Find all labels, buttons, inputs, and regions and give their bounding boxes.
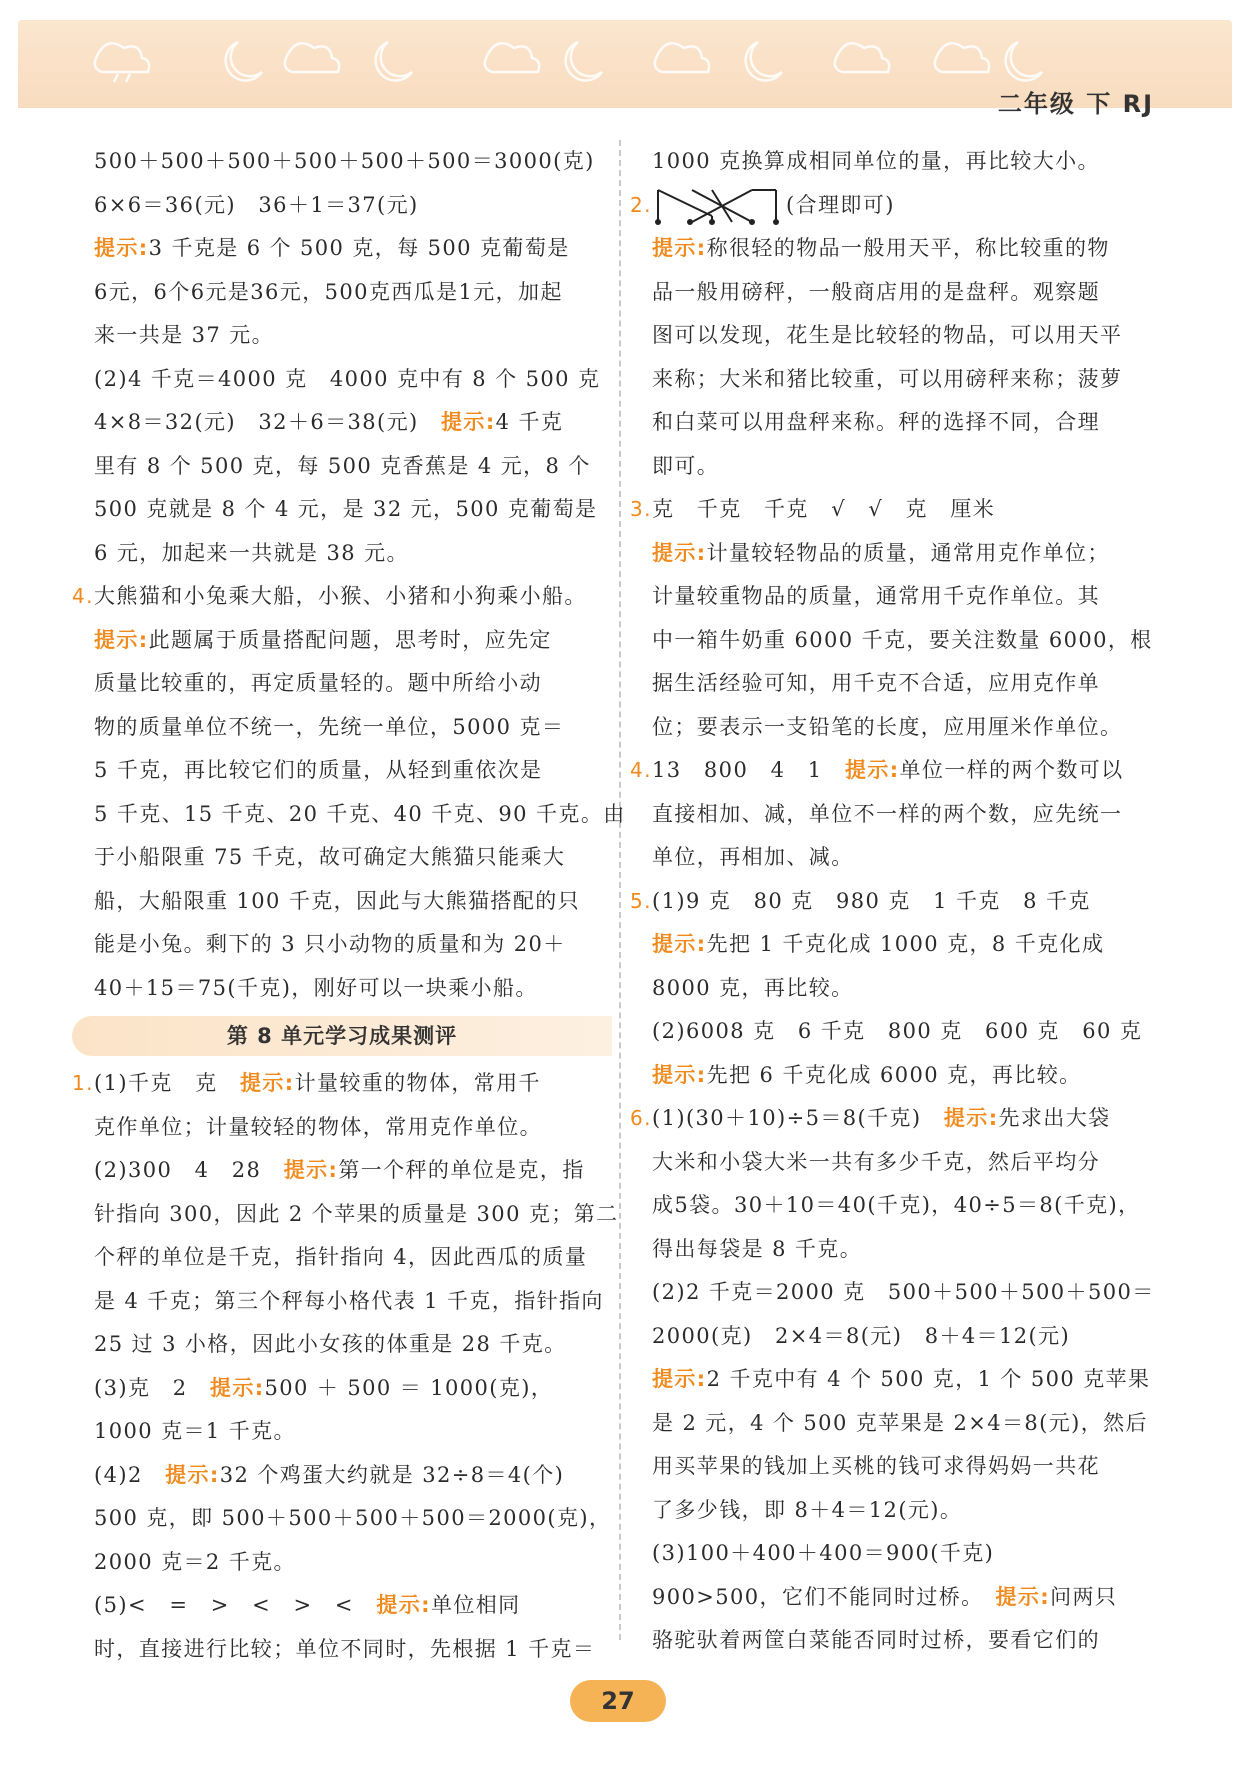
hint-label: 提示: [376,1593,431,1617]
text-line [72,1106,612,1150]
line-text: (4)2 [94,1462,166,1487]
hint-label: 提示: [283,1158,339,1182]
line-text: 计量较重物品的质量，通常用千克作单位。其 [652,584,1100,608]
text-line [72,749,612,793]
text-line [72,532,612,576]
text-line [72,706,612,750]
text-line [72,793,626,837]
text-line [72,1497,612,1541]
text-line [72,662,612,706]
line-text: 来称；大米和猪比较重，可以用磅秤来称；菠萝 [652,366,1123,391]
line-text: 图可以发现，花生是比较轻的物品，可以用天平 [652,323,1123,347]
matching-dot [655,219,661,225]
line-text: (1)(30＋10)÷5＝8(千克) [652,1106,944,1130]
text-line [72,488,612,532]
line-text: 称很轻的物品一般用天平，称比较重的物 [706,236,1110,260]
text-line [630,1271,1178,1315]
line-text: 500 克，即 500＋500＋500＋500＝2000(克)， [94,1506,612,1530]
line-text: 6元，6个6元是36元，500克西瓜是1元，加起 [94,279,563,304]
line-text: 大米和小袋大米一共有多少千克，然后平均分 [652,1149,1100,1174]
line-text: (1)9 克 80 克 980 克 1 千克 8 千克 [652,888,1091,913]
line-text: 是 2 元，4 个 500 克苹果是 2×4＝8(元)，然后 [652,1410,1148,1435]
line-text: 时，直接进行比较；单位不同时，先根据 1 千克＝ [94,1636,596,1661]
matching-dot [749,219,755,225]
line-text: 8000 克，再比较。 [652,975,854,1000]
text-line [630,1228,1178,1272]
line-text: 先求出大袋 [998,1106,1111,1130]
text-line [72,227,612,271]
line-text: 4×8＝32(元) 32＋6＝38(元) [94,410,442,434]
question-number: 3. [630,497,652,521]
line-text: 13 800 4 1 [652,758,845,782]
hint-label: 提示: [239,1071,295,1095]
line-text: 900>500，它们不能同时过桥。 [652,1584,996,1609]
line-text: 先把 6 千克化成 6000 克，再比较。 [706,1062,1082,1087]
text-line [630,1097,1178,1141]
line-text: 个秤的单位是千克，指针指向 4，因此西瓜的质量 [94,1245,588,1269]
text-line [630,227,1178,271]
line-text: 2 千克中有 4 个 500 克，1 个 500 克苹果 [706,1367,1151,1391]
line-text: 能是小兔。剩下的 3 只小动物的质量和为 20＋ [94,932,566,956]
text-line [630,401,1178,445]
line-text: 得出每袋是 8 千克。 [652,1236,863,1261]
text-line [72,1193,619,1237]
line-text: 先把 1 千克化成 1000 克，8 千克化成 [706,932,1105,956]
line-text: (2)300 4 28 [94,1158,284,1182]
column-divider [619,140,621,1640]
text-line [72,619,612,663]
text-line [630,706,1178,750]
text-line [630,880,1178,924]
text-line [72,1367,612,1411]
text-line [72,1280,612,1324]
question-number: 2. [630,192,652,217]
line-text: 单位相同 [430,1593,521,1617]
text-line [630,1576,1178,1620]
matching-lines-diagram [652,186,782,226]
line-text: 和白菜可以用盘秤来称。秤的选择不同，合理 [652,410,1100,434]
text-line [630,967,1178,1011]
line-text: 6×6＝36(元) 36＋1＝37(元) [94,192,419,217]
line-text: 单位一样的两个数可以 [899,758,1124,782]
line-text: (2)4 千克＝4000 克 4000 克中有 8 个 500 克 [94,366,601,391]
text-line [630,1010,1178,1054]
hint-label: 提示: [995,1584,1051,1609]
line-text: 25 过 3 小格，因此小女孩的体重是 28 千克。 [94,1332,567,1356]
line-text: 克 千克 千克 √ √ 克 厘米 [652,497,996,521]
line-text: 500 ＋ 500 ＝ 1000(克)， [264,1375,554,1400]
hint-label: 提示: [844,758,900,782]
line-text: 骆驼驮着两筐白菜能否同时过桥，要看它们的 [652,1628,1100,1652]
text-line [630,488,1178,532]
matching-line [658,190,712,216]
line-text: 位；要表示一支铅笔的长度，应用厘米作单位。 [652,714,1123,739]
text-line [630,1184,1178,1228]
text-line [630,1619,1178,1663]
line-text: 质量比较重的，再定质量轻的。题中所给小动 [94,671,542,695]
line-text: 6 元，加起来一共就是 38 元。 [94,540,409,565]
text-line [630,575,1178,619]
text-line [72,401,612,445]
text-line [72,1323,612,1367]
text-line [72,140,612,184]
text-line [630,619,1178,663]
page-header [18,20,1232,118]
line-text: 1000 克换算成相同单位的量，再比较大小。 [652,149,1100,173]
line-text: 成5袋。30＋10＝40(千克)，40÷5＝8(千克)， [652,1193,1141,1217]
line-text: 2000 克＝2 千克。 [94,1549,296,1574]
hint-label: 提示: [94,236,149,260]
hint-label: 提示: [652,932,707,956]
line-text: 4 千克 [495,410,564,434]
line-text: 里有 8 个 500 克，每 500 克香蕉是 4 元，8 个 [94,453,591,478]
line-text: 即可。 [652,453,720,478]
line-text: 5 千克、15 千克、20 千克、40 千克、90 千克。由 [94,801,626,826]
hint-label: 提示: [943,1106,999,1130]
matching-dot [687,219,693,225]
text-line [630,793,1178,837]
line-text: (3)克 2 [94,1375,210,1400]
matching-line [712,190,732,222]
line-text: 品一般用磅秤，一般商店用的是盘秤。观察题 [652,279,1100,304]
line-text: (5)< = > < > < [94,1593,377,1617]
text-line [630,1358,1178,1402]
line-text: 了多少钱，即 8＋4＝12(元)。 [652,1497,963,1522]
line-text: (3)100＋400＋400＝900(千克) [652,1541,995,1565]
line-text: 1000 克＝1 千克。 [94,1419,296,1443]
text-line [72,314,612,358]
line-text: 5 千克，再比较它们的质量，从轻到重依次是 [94,758,543,782]
text-line [630,662,1178,706]
matching-dot [773,219,779,225]
right-column [630,140,1178,1663]
hint-label: 提示: [652,236,707,260]
text-line [72,1410,612,1454]
question-number: 1. [72,1071,94,1095]
line-text: 中一箱牛奶重 6000 千克，要关注数量 6000，根 [652,627,1153,652]
line-text: (2)6008 克 6 千克 800 克 600 克 60 克 [652,1019,1143,1043]
text-line [630,749,1178,793]
text-line [72,1628,612,1672]
text-line [630,532,1178,576]
line-text: 计量较重的物体，常用千 [294,1071,541,1095]
weather-decoration-icon [58,24,1058,84]
line-text: 40＋15＝75(千克)，刚好可以一块乘小船。 [94,975,538,1000]
line-text: 2000(克) 2×4＝8(元) 8＋4＝12(元) [652,1323,1071,1348]
left-column [72,140,626,1671]
line-text: 问两只 [1050,1584,1118,1609]
text-line [72,1454,612,1498]
hint-label: 提示: [165,1462,220,1487]
section-title: 第 8 单元学习成果测评 [72,1016,612,1056]
text-line [630,1445,1178,1489]
text-line [630,1489,1178,1533]
text-line [630,445,1178,489]
text-line [630,1402,1178,1446]
text-line [72,1149,612,1193]
line-text: (1)千克 克 [94,1071,240,1095]
line-text: 是 4 千克；第三个秤每小格代表 1 千克，指针指向 [94,1288,604,1313]
line-text: 据生活经验可知，用千克不合适，应用克作单 [652,671,1100,695]
question-number: 4. [72,584,94,608]
text-line [630,1054,1178,1098]
line-text: 船，大船限重 100 千克，因此与大熊猫搭配的只 [94,888,581,913]
line-text: 3 千克是 6 个 500 克，每 500 克葡萄是 [148,236,570,260]
line-text: 32 个鸡蛋大约就是 32÷8＝4(个) [219,1462,565,1487]
text-line [72,923,612,967]
hint-label: 提示: [652,1062,707,1087]
text-line [630,1315,1178,1359]
line-text: 第一个秤的单位是克，指 [338,1158,585,1182]
line-text: 物的质量单位不统一，先统一单位，5000 克＝ [94,714,565,739]
hint-label: 提示: [94,627,149,652]
line-text: 计量较轻物品的质量，通常用克作单位； [706,540,1110,565]
question-number: 4. [630,758,652,782]
question-number: 5. [630,888,652,913]
grade-label: 二年级 下 RJ [997,90,1154,118]
hint-label: 提示: [209,1375,265,1400]
text-line [72,1584,612,1628]
matching-dot [709,219,715,225]
line-text: 克作单位；计量较轻的物体，常用克作单位。 [94,1114,542,1139]
line-text: 500＋500＋500＋500＋500＋500＝3000(克) [94,149,595,173]
hint-label: 提示: [652,1367,707,1391]
text-line [72,1236,612,1280]
text-line [630,358,1178,402]
line-text: 此题属于质量搭配问题，思考时，应先定 [148,627,552,652]
line-text: 用买苹果的钱加上买桃的钱可求得妈妈一共花 [652,1454,1100,1478]
line-text: 大熊猫和小兔乘大船，小猴、小猪和小狗乘小船。 [94,584,587,608]
line-text: (2)2 千克＝2000 克 500＋500＋500＋500＝ [652,1280,1155,1304]
text-line [72,1062,612,1106]
text-line [72,880,612,924]
text-line [630,923,1178,967]
text-line [630,314,1178,358]
text-line [630,184,1178,228]
line-text: 直接相加、减，单位不一样的两个数，应先统一 [652,801,1123,826]
text-line [72,271,612,315]
text-line [72,445,612,489]
text-line [630,140,1178,184]
text-line [630,1532,1178,1576]
text-line [72,184,612,228]
text-line [72,967,612,1011]
line-text: (合理即可) [786,192,895,217]
line-text: 500 克就是 8 个 4 元，是 32 元，500 克葡萄是 [94,497,598,521]
text-line [630,271,1178,315]
line-text: 针指向 300，因此 2 个苹果的质量是 300 克；第二 [94,1201,619,1226]
line-text: 于小船限重 75 千克，故可确定大熊猫只能乘大 [94,845,566,869]
text-line [630,1141,1178,1185]
line-text: 单位，再相加、减。 [652,845,854,869]
text-line [72,836,612,880]
line-text: 来一共是 37 元。 [94,323,275,347]
page-number: 27 [570,1680,666,1722]
text-line [72,575,612,619]
text-line [630,836,1178,880]
hint-label: 提示: [441,410,496,434]
question-number: 6. [630,1106,652,1130]
text-line [72,1541,612,1585]
hint-label: 提示: [652,540,707,565]
text-line [72,358,612,402]
